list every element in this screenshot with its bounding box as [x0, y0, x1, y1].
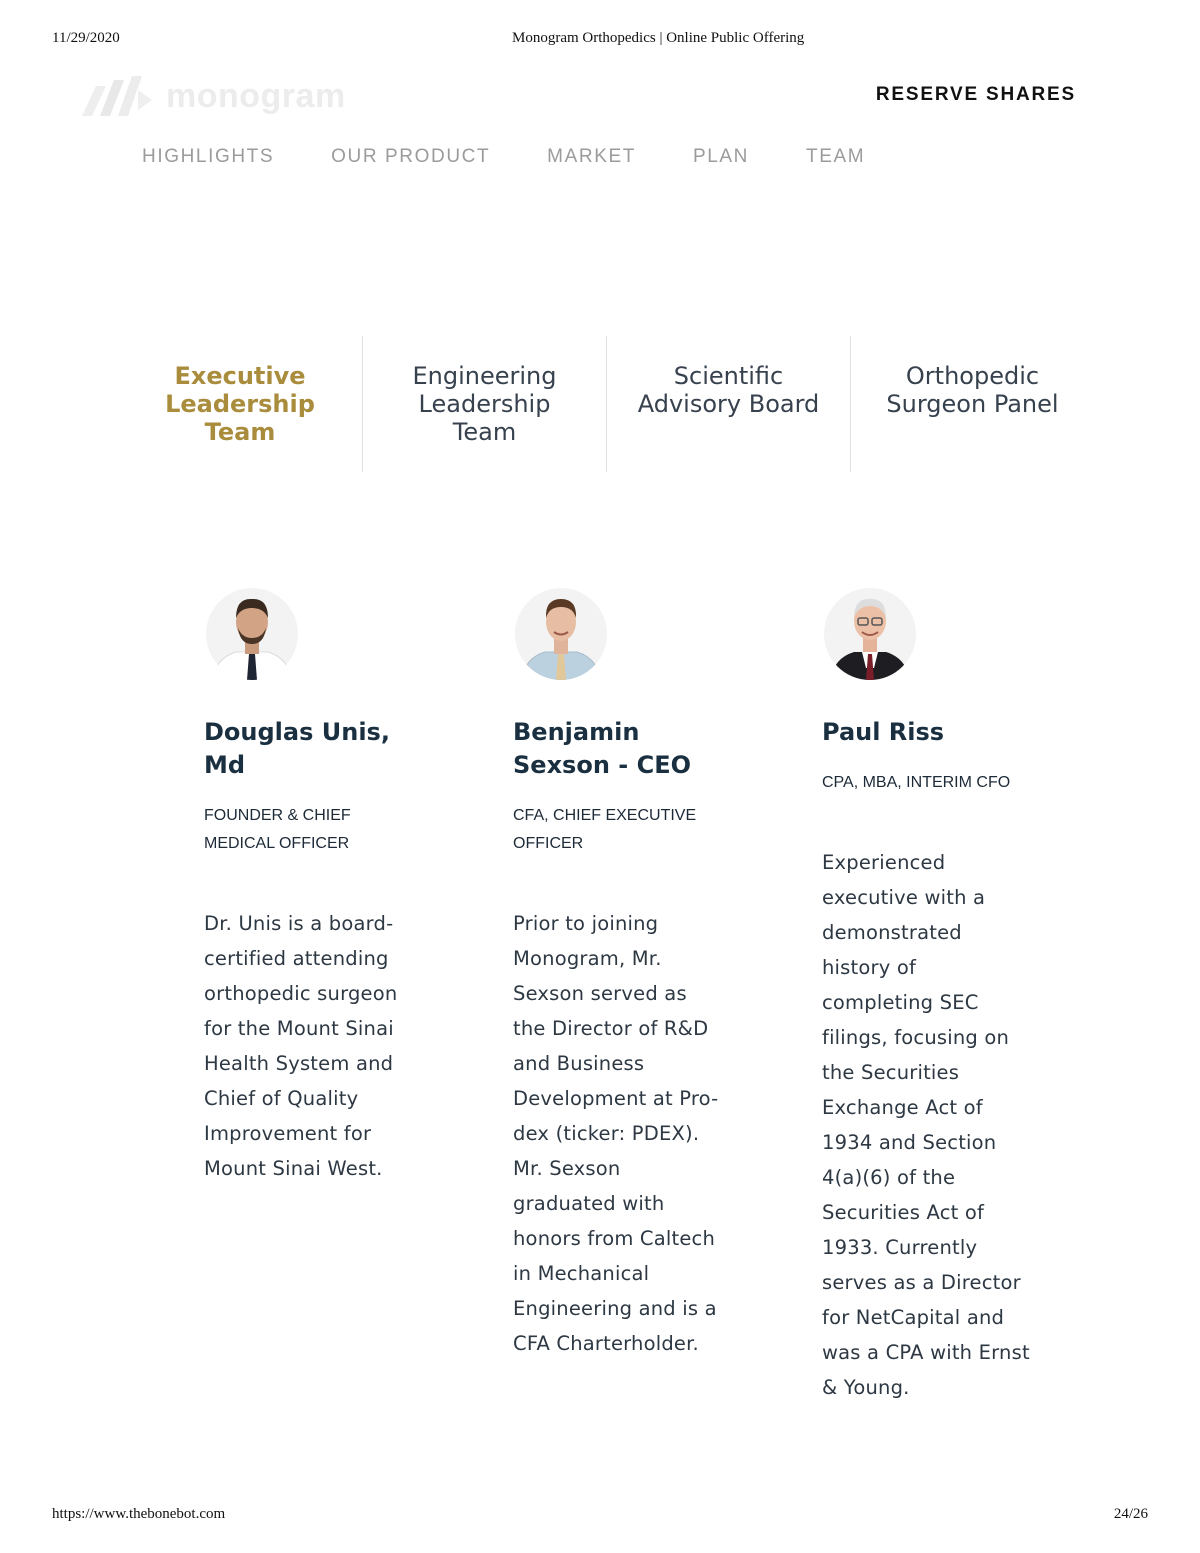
tab-engineering-leadership-team[interactable] — [362, 336, 606, 472]
monogram-logo-icon — [82, 76, 154, 116]
tab-scientific-advisory-board[interactable] — [606, 336, 850, 472]
member-bio: Prior to joining Monogram, Mr. Sexson served as the Director of R&D and Business Development at Pro-dex (ticker: PDEX). Mr. Sexson graduated with honors from Caltech in Mechanical Engineering and is a CFA Charterholder. — [513, 912, 719, 1355]
team-tabs — [118, 336, 1094, 472]
tab-orthopedic-surgeon-panel[interactable] — [850, 336, 1094, 472]
member-role: CFA, CHIEF EXECUTIVE OFFICER — [513, 807, 697, 852]
main-nav — [142, 146, 922, 168]
member-bio: Dr. Unis is a board-certified attending orthopedic surgeon for the Mount Sinai Health System and Chief of Quality Improvement for Mount Sinai West. — [204, 912, 398, 1180]
member-role: CPA, MBA, INTERIM CFO — [822, 774, 1011, 791]
team-member-card — [822, 588, 1032, 1405]
tab-label: Scientific Advisory Board — [637, 362, 820, 418]
reserve-shares-button[interactable]: RESERVE SHARES — [875, 84, 1076, 105]
print-url: https://www.thebonebot.com — [52, 1506, 226, 1522]
logo[interactable] — [82, 76, 346, 116]
avatar — [824, 588, 916, 680]
nav-team[interactable]: TEAM — [806, 146, 866, 167]
tab-label: Executive Leadership Team — [165, 362, 315, 446]
member-name: Benjamin Sexson - CEO — [513, 718, 691, 779]
team-member-card — [513, 588, 723, 1361]
member-role: FOUNDER & CHIEF MEDICAL OFFICER — [204, 807, 351, 852]
print-date: 11/29/2020 — [52, 30, 120, 46]
nav-highlights[interactable]: HIGHLIGHTS — [142, 146, 275, 167]
avatar — [206, 588, 298, 680]
tab-executive-leadership-team[interactable] — [118, 336, 362, 472]
logo-wordmark: monogram — [166, 76, 346, 115]
member-bio: Experienced executive with a demonstrated history of completing SEC filings, focusing on the Securities Exchange Act of 1934 and Section 4(a)(6) of the Securities Act of 1933. Currently serves as a Director for NetCapital and was a CPA with Ernst & Young. — [822, 851, 1030, 1399]
tab-label: Engineering Leadership Team — [412, 362, 557, 446]
nav-our-product[interactable]: OUR PRODUCT — [331, 146, 491, 167]
nav-plan[interactable]: PLAN — [692, 146, 749, 167]
nav-market[interactable]: MARKET — [547, 146, 636, 167]
print-page-number: 24/26 — [1113, 1506, 1148, 1522]
print-page-title: Monogram Orthopedics | Online Public Offering — [512, 30, 805, 46]
avatar — [515, 588, 607, 680]
team-member-card — [204, 588, 414, 1186]
member-name: Douglas Unis, Md — [204, 718, 390, 779]
member-name: Paul Riss — [822, 718, 945, 746]
tab-label: Orthopedic Surgeon Panel — [886, 362, 1059, 418]
